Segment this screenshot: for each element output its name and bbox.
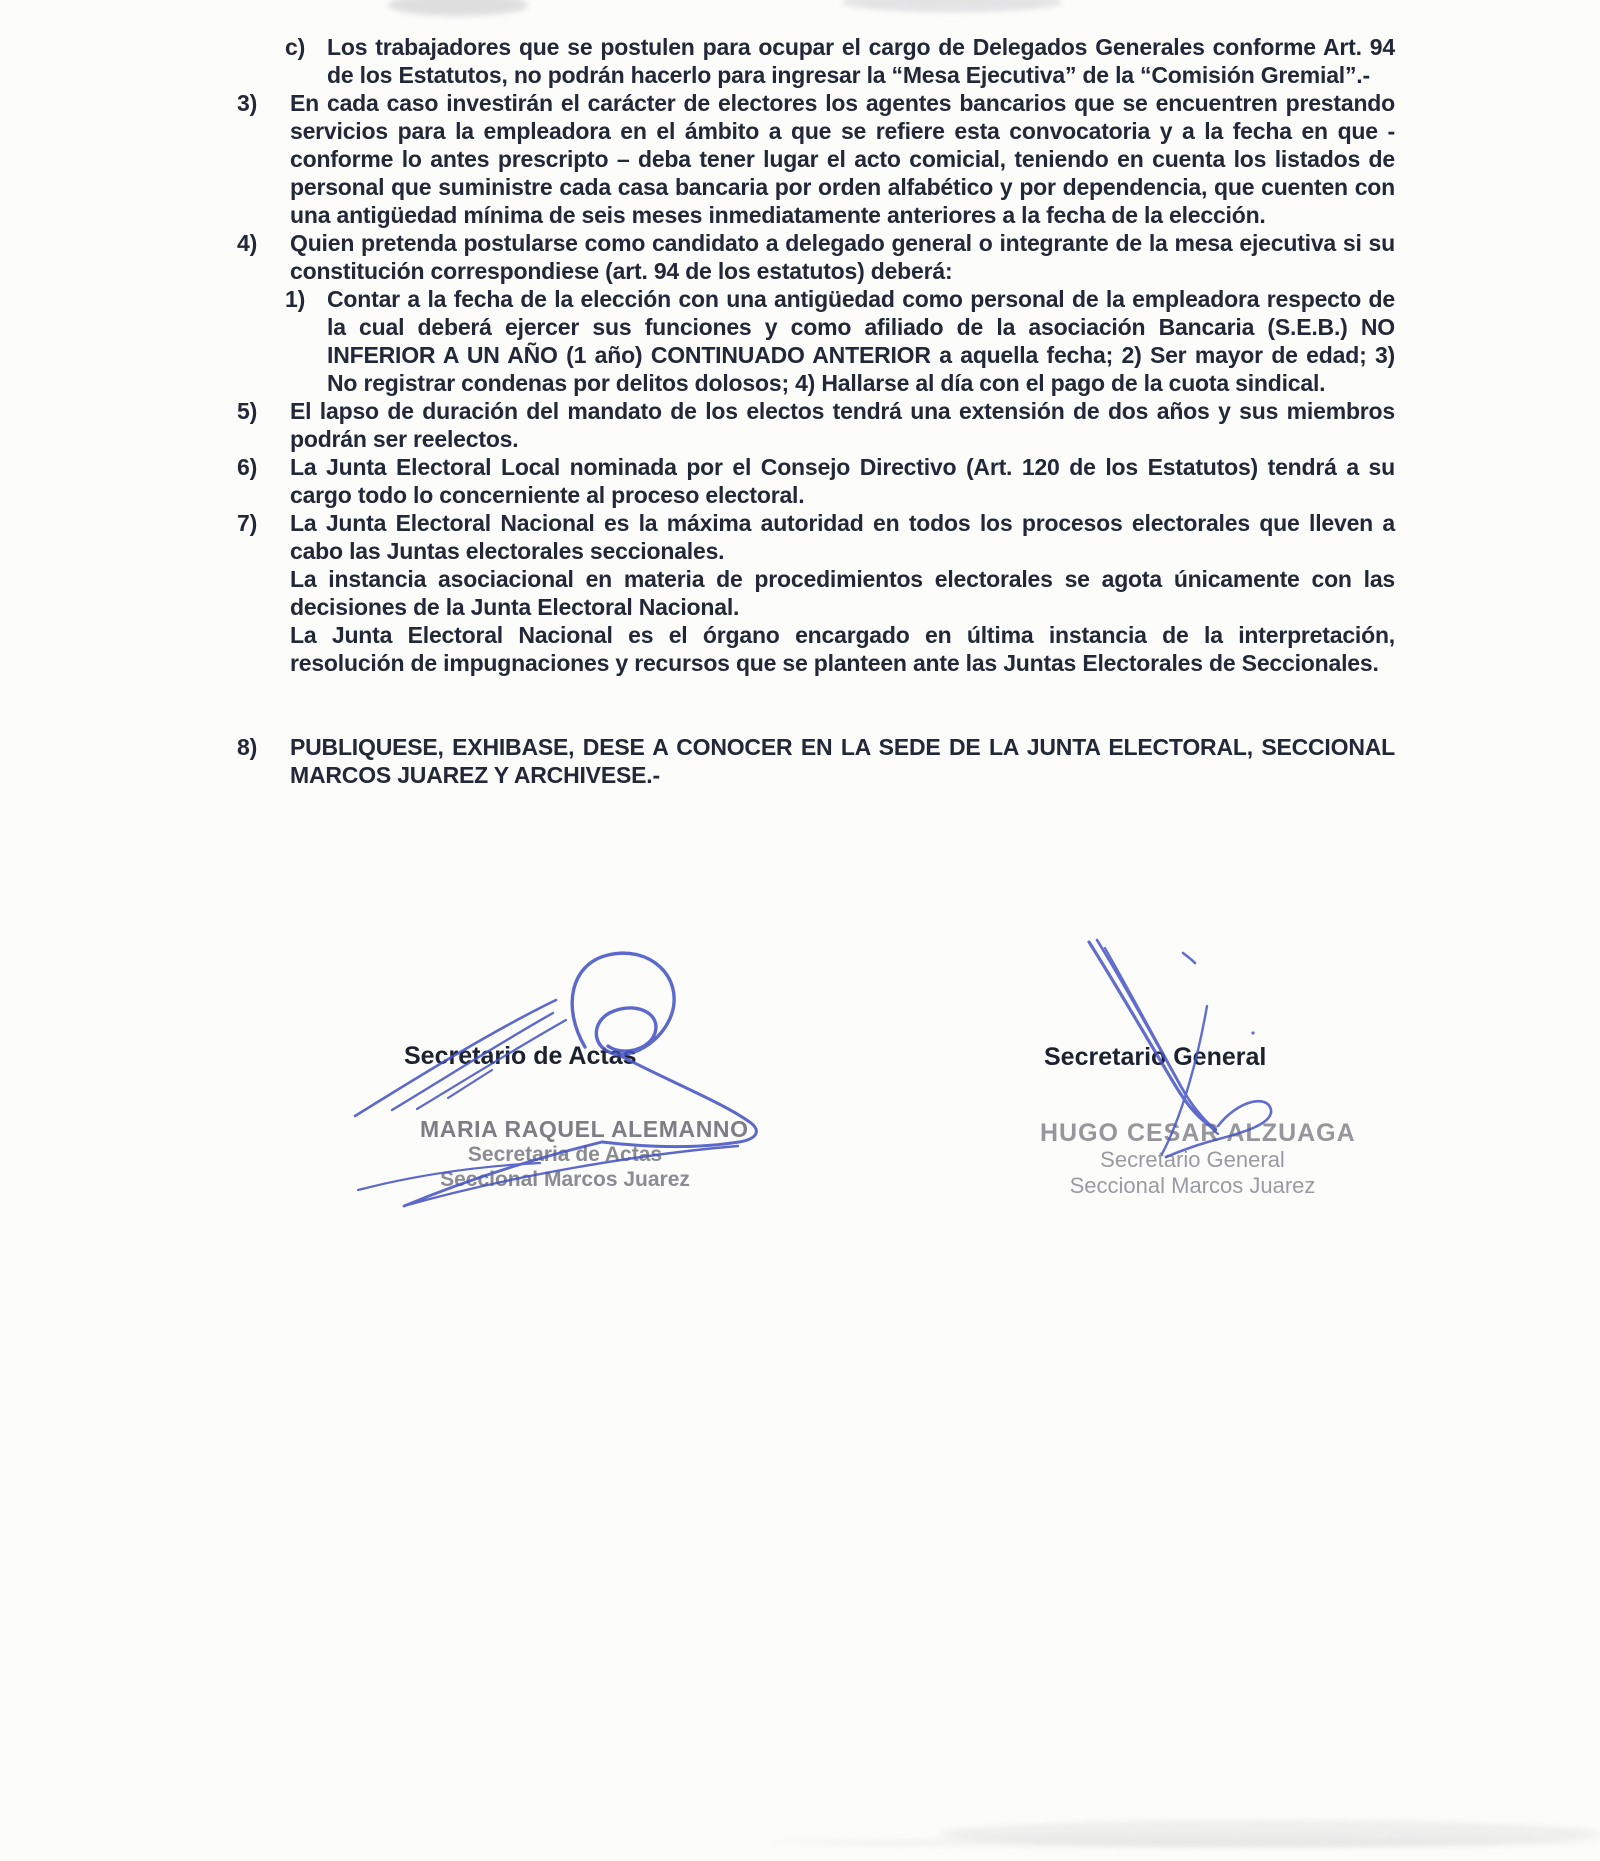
list-item-text	[290, 509, 1395, 677]
list-item-5	[237, 397, 1395, 453]
stamp-role: Secretaria de Actas	[467, 1143, 663, 1166]
scan-smudge	[940, 1820, 1600, 1848]
stamp-right	[1040, 1119, 1356, 1199]
list-item-7	[237, 509, 1395, 677]
stamp-name: MARIA RAQUEL ALEMANNO	[420, 1116, 749, 1142]
list-item-4	[237, 229, 1395, 285]
document-body	[237, 33, 1395, 789]
stamp-role: Secretario General	[1100, 1147, 1285, 1172]
list-item-marker: 7)	[237, 510, 258, 536]
list-item-marker: 3)	[237, 90, 258, 116]
list-item-marker: 8)	[237, 734, 258, 760]
scan-smudge	[770, 1838, 1600, 1846]
list-item-text: Contar a la fecha de la elección con una antigüedad como personal de la empleadora respecto de la cual deberá ejercer sus funciones y como afiliado de la asociación Bancaria (S.E.B.) NO INFERIOR A UN AÑO (1 año) CONTINUADO ANTERIOR a aquella fecha; 2) Ser mayor de edad; 3) No registrar condenas por delitos dolosos; 4) Hallarse al día con el pago de la cuota sindical.	[327, 286, 1395, 396]
paragraph: La Junta Electoral Nacional es la máxima autoridad en todos los procesos electorales que lleven a cabo las Juntas electorales seccionales.	[290, 510, 1395, 564]
scan-smudge	[842, 0, 1062, 12]
list-item-marker: 4)	[237, 230, 258, 256]
list-item-6	[237, 453, 1395, 509]
list-item-marker: 1)	[285, 286, 306, 312]
list-item-3	[237, 89, 1395, 229]
stamp-left	[420, 1116, 749, 1192]
list-item-marker: c)	[285, 34, 306, 60]
paragraph: La Junta Electoral Nacional es el órgano encargado en última instancia de la interpretación, resolución de impugnaciones y recursos que se planteen ante las Juntas Electorales de Seccionales.	[290, 622, 1395, 676]
signature-title-left: Secretario de Actas	[404, 1042, 637, 1070]
list-item-text: En cada caso investirán el carácter de electores los agentes bancarios que se encuentren prestando servicios para la empleadora en el ámbito a que se refiere esta convocatoria y a la fecha en que - conforme lo antes prescripto – deba tener lugar el acto comicial, teniendo en cuenta los listados de personal que suministre cada casa bancaria por orden alfabético y por dependencia, que cuenten con una antigüedad mínima de seis meses inmediatamente anteriores a la fecha de la elección.	[290, 90, 1395, 228]
list-item-text: Los trabajadores que se postulen para ocupar el cargo de Delegados Generales conforme Art. 94 de los Estatutos, no podrán hacerlo para ingresar la “Mesa Ejecutiva” de la “Comisión Gremial”.-	[327, 34, 1395, 88]
list-item-8	[237, 733, 1395, 789]
stamp-section: Seccional Marcos Juarez	[440, 1168, 690, 1191]
stamp-section: Seccional Marcos Juarez	[1069, 1173, 1316, 1198]
stamp-name: HUGO CESAR ALZUAGA	[1040, 1119, 1356, 1147]
scan-smudge	[388, 0, 528, 16]
paragraph: La instancia asociacional en materia de procedimientos electorales se agota únicamente con las decisiones de la Junta Electoral Nacional.	[290, 566, 1395, 620]
list-item-text: Quien pretenda postularse como candidato a delegado general o integrante de la mesa ejecutiva si su constitución correspondiese (art. 94 de los estatutos) deberá:	[290, 230, 1395, 284]
list-item-text: PUBLIQUESE, EXHIBASE, DESE A CONOCER EN LA SEDE DE LA JUNTA ELECTORAL, SECCIONAL MARCOS JUAREZ Y ARCHIVESE.-	[290, 734, 1395, 788]
signature-title-right: Secretario General	[1044, 1043, 1267, 1071]
list-item-marker: 6)	[237, 454, 258, 480]
list-item-c	[237, 33, 1395, 89]
list-item-text: La Junta Electoral Local nominada por el Consejo Directivo (Art. 120 de los Estatutos) tendrá a su cargo todo lo concerniente al proceso electoral.	[290, 454, 1395, 508]
list-item-4-1	[237, 285, 1395, 397]
list-item-text: El lapso de duración del mandato de los electos tendrá una extensión de dos años y sus miembros podrán ser reelectos.	[290, 398, 1395, 452]
list-item-marker: 5)	[237, 398, 258, 424]
